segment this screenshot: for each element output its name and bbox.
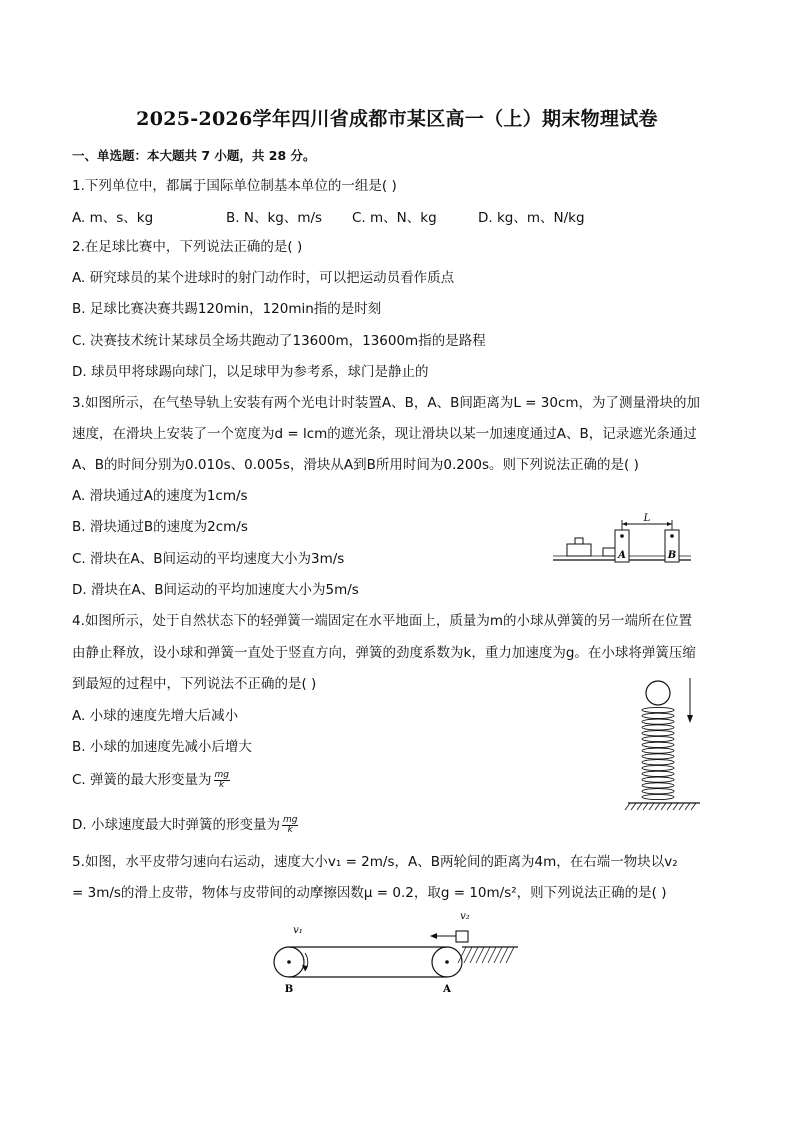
question-3-line-2: 速度，在滑块上安装了一个宽度为d = lcm的遮光条，现让滑块以某一加速度通过A、B，记录遮光条通过 bbox=[72, 426, 697, 442]
ground-hatch-line bbox=[661, 803, 666, 810]
label-A: A bbox=[443, 984, 451, 995]
figure-label-L: L bbox=[643, 513, 651, 524]
question-3-option-a: A. 滑块通过A的速度为1cm/s bbox=[72, 488, 248, 504]
question-3-option-d: D. 滑块在A、B间运动的平均加速度大小为5m/s bbox=[72, 582, 359, 598]
fraction-mg-over-k bbox=[214, 771, 230, 790]
ground-hatch-line bbox=[673, 803, 678, 810]
spring-coil bbox=[642, 742, 674, 747]
fraction-denominator: k bbox=[287, 824, 293, 835]
question-1-stem: 1.下列单位中，都属于国际单位制基本单位的一组是( ) bbox=[72, 178, 397, 194]
fraction-denominator: k bbox=[219, 779, 225, 790]
spring-coil bbox=[642, 731, 674, 736]
question-1-option-d: D. kg、m、N/kg bbox=[478, 210, 585, 226]
ground-hatch-line bbox=[655, 803, 660, 810]
spring-coil bbox=[642, 771, 674, 776]
section-heading: 一、单选题：本大题共 7 小题，共 28 分。 bbox=[72, 148, 316, 163]
question-1-option-b: B. N、kg、m/s bbox=[226, 210, 323, 226]
question-1-option-c: C. m、N、kg bbox=[352, 210, 437, 226]
ground-hatch-line bbox=[643, 803, 648, 810]
question-4-option-a: A. 小球的速度先增大后减小 bbox=[72, 708, 239, 724]
question-3-option-b: B. 滑块通过B的速度为2cm/s bbox=[72, 519, 248, 535]
ground-hatch-line bbox=[691, 803, 696, 810]
spring-coil bbox=[642, 760, 674, 765]
question-4-line-3: 到最短的过程中，下列说法不正确的是( ) bbox=[72, 676, 317, 692]
spring-coil bbox=[642, 765, 674, 770]
ground-hatch-line bbox=[685, 803, 690, 810]
label-B: B bbox=[284, 984, 294, 995]
question-1-options bbox=[72, 206, 732, 226]
ground-hatch bbox=[625, 803, 696, 810]
question-3-option-c: C. 滑块在A、B间运动的平均速度大小为3m/s bbox=[72, 551, 345, 567]
question-2-option-c: C. 决赛技术统计某球员全场共跑动了13600m，13600m指的是路程 bbox=[72, 333, 486, 349]
question-4-option-d bbox=[72, 815, 298, 835]
ground-hatch-line bbox=[625, 803, 630, 810]
fraction-numerator: mg bbox=[282, 814, 298, 825]
spring-figure bbox=[620, 675, 710, 815]
question-4-option-b: B. 小球的加速度先减小后增大 bbox=[72, 739, 252, 755]
question-2-stem: 2.在足球比赛中，下列说法正确的是( ) bbox=[72, 239, 303, 255]
question-2-option-b: B. 足球比赛决赛共踢120min，120min指的是时刻 bbox=[72, 301, 382, 317]
spring-coil bbox=[642, 719, 674, 724]
figure-label-A: A bbox=[618, 550, 626, 561]
ground-hatch-line bbox=[631, 803, 636, 810]
spring-coil bbox=[642, 783, 674, 788]
ground-hatch-line bbox=[679, 803, 684, 810]
page-title: 2025-2026学年四川省成都市某区高一（上）期末物理试卷 bbox=[136, 108, 658, 130]
spring-coil bbox=[642, 777, 674, 782]
figure-label-B: B bbox=[667, 550, 677, 561]
question-1-option-a: A. m、s、kg bbox=[72, 210, 154, 226]
spring-coil bbox=[642, 794, 674, 799]
question-3-line-3: A、B的时间分别为0.010s、0.005s，滑块从A到B所用时间为0.200s。则下列说法正确的是( ) bbox=[72, 457, 639, 473]
spring-coil bbox=[642, 713, 674, 718]
spring-coil bbox=[642, 736, 674, 741]
ground-hatch-line bbox=[637, 803, 642, 810]
spring-coils bbox=[642, 707, 674, 799]
air-track-figure bbox=[553, 510, 693, 570]
question-3-line-1: 3.如图所示，在气垫导轨上安装有两个光电计时装置A、B，A、B间距离为L = 30cm，为了测量滑块的加 bbox=[72, 395, 701, 411]
spring-coil bbox=[642, 789, 674, 794]
spring-coil bbox=[642, 707, 674, 712]
question-4-option-c-text: C. 弹簧的最大形变量为 bbox=[72, 772, 212, 788]
question-5-line-1: 5.如图，水平皮带匀速向右运动，速度大小v₁ = 2m/s，A、B两轮间的距离为4m，在右端一物块以v₂ bbox=[72, 854, 678, 870]
question-4-option-c bbox=[72, 770, 230, 790]
spring-coil bbox=[642, 725, 674, 730]
question-2-option-a: A. 研究球员的某个进球时的射门动作时，可以把运动员看作质点 bbox=[72, 270, 455, 286]
spring-coil bbox=[642, 754, 674, 759]
ground-hatch-line bbox=[667, 803, 672, 810]
fraction-numerator: mg bbox=[214, 769, 229, 780]
ground-hatch-line bbox=[649, 803, 654, 810]
question-4-line-2: 由静止释放，设小球和弹簧一直处于竖直方向，弹簧的劲度系数为k，重力加速度为g。在小球将弹簧压缩 bbox=[72, 645, 696, 661]
label-v1: v₁ bbox=[293, 925, 303, 936]
fraction-mg-over-k bbox=[282, 816, 298, 835]
conveyor-belt-figure bbox=[270, 905, 520, 995]
right-ground-hatch bbox=[458, 947, 514, 963]
spring-coil bbox=[642, 748, 674, 753]
question-5-line-2: = 3m/s的滑上皮带，物体与皮带间的动摩擦因数μ = 0.2，取g = 10m/s²，则下列说法正确的是( ) bbox=[72, 885, 667, 901]
question-4-option-d-text: D. 小球速度最大时弹簧的形变量为 bbox=[72, 817, 280, 833]
label-v2: v₂ bbox=[460, 911, 470, 922]
question-4-line-1: 4.如图所示，处于自然状态下的轻弹簧一端固定在水平地面上，质量为m的小球从弹簧的另一端所在位置 bbox=[72, 613, 693, 629]
question-2-option-d: D. 球员甲将球踢向球门，以足球甲为参考系，球门是静止的 bbox=[72, 364, 429, 380]
